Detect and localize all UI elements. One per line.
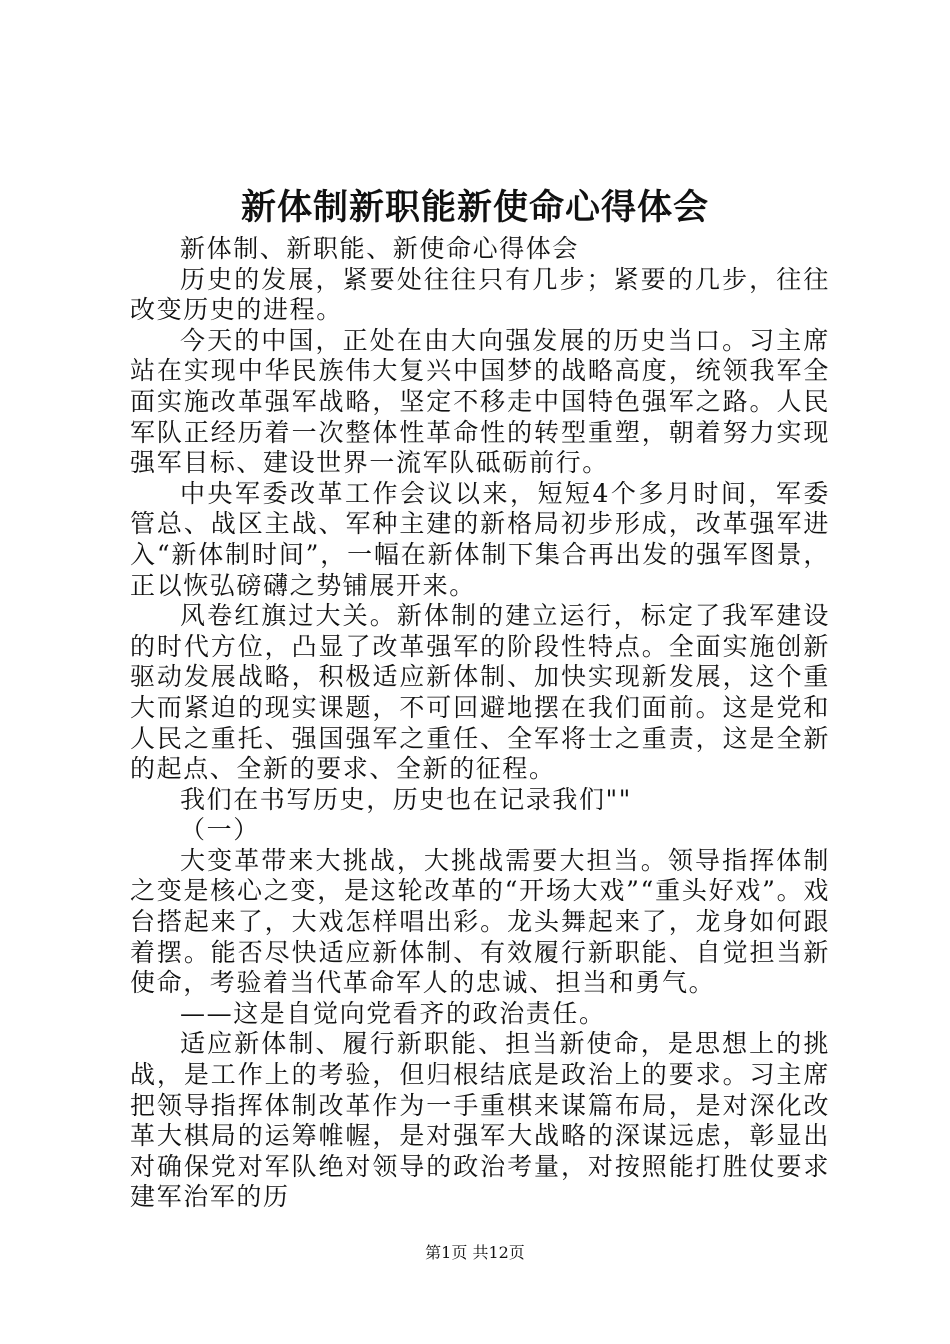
document-title: 新体制新职能新使命心得体会: [240, 187, 709, 228]
paragraph: 今天的中国，正处在由大向强发展的历史当口。习主席站在实现中华民族伟大复兴中国梦的战略高度，统领我军全面实施改革强军战略，坚定不移走中国特色强军之路。人民军队正经历着一次整体性革命性的转型重塑，朝着努力实现强军目标、建设世界一流军队砥砺前行。: [130, 325, 830, 478]
section-heading: （一）: [180, 815, 260, 845]
paragraph-subtitle: 新体制、新职能、新使命心得体会: [180, 234, 580, 263]
paragraph: 我们在书写历史，历史也在记录我们"": [180, 784, 632, 814]
paragraph: 中央军委改革工作会议以来，短短4个多月时间，军委管总、战区主战、军种主建的新格局初步形成，改革强军进入“新体制时间”，一幅在新体制下集合再出发的强军图景，正以恢弘磅礴之势铺展开来。: [130, 478, 830, 600]
paragraph: ——这是自觉向党看齐的政治责任。: [180, 998, 606, 1028]
paragraph: 大变革带来大挑战，大挑战需要大担当。领导指挥体制之变是核心之变，是这轮改革的“开场大戏”“重头好戏”。戏台搭起来了，大戏怎样唱出彩。龙头舞起来了，龙身如何跟着摆。能否尽快适应新体制、有效履行新职能、自觉担当新使命，考验着当代革命军人的忠诚、担当和勇气。: [130, 845, 830, 998]
paragraph: 历史的发展，紧要处往往只有几步；紧要的几步，往往改变历史的进程。: [130, 264, 830, 325]
paragraph: 风卷红旗过大关。新体制的建立运行，标定了我军建设的时代方位，凸显了改革强军的阶段性特点。全面实施创新驱动发展战略，积极适应新体制、加快实现新发展，这个重大而紧迫的现实课题，不可回避地摆在我们面前。这是党和人民之重托、强国强军之重任、全军将士之重责，这是全新的起点、全新的要求、全新的征程。: [130, 601, 830, 784]
paragraph: 适应新体制、履行新职能、担当新使命，是思想上的挑战，是工作上的考验，但归根结底是政治上的要求。习主席把领导指挥体制改革作为一手重棋来谋篇布局，是对深化改革大棋局的运筹帷幄，是对强军大战略的深谋远虑，彰显出对确保党对军队绝对领导的政治考量，对按照能打胜仗要求建军治军的历: [130, 1029, 830, 1212]
document-body: [130, 234, 830, 1213]
page-number-footer: 第1页 共12页: [425, 1243, 525, 1262]
